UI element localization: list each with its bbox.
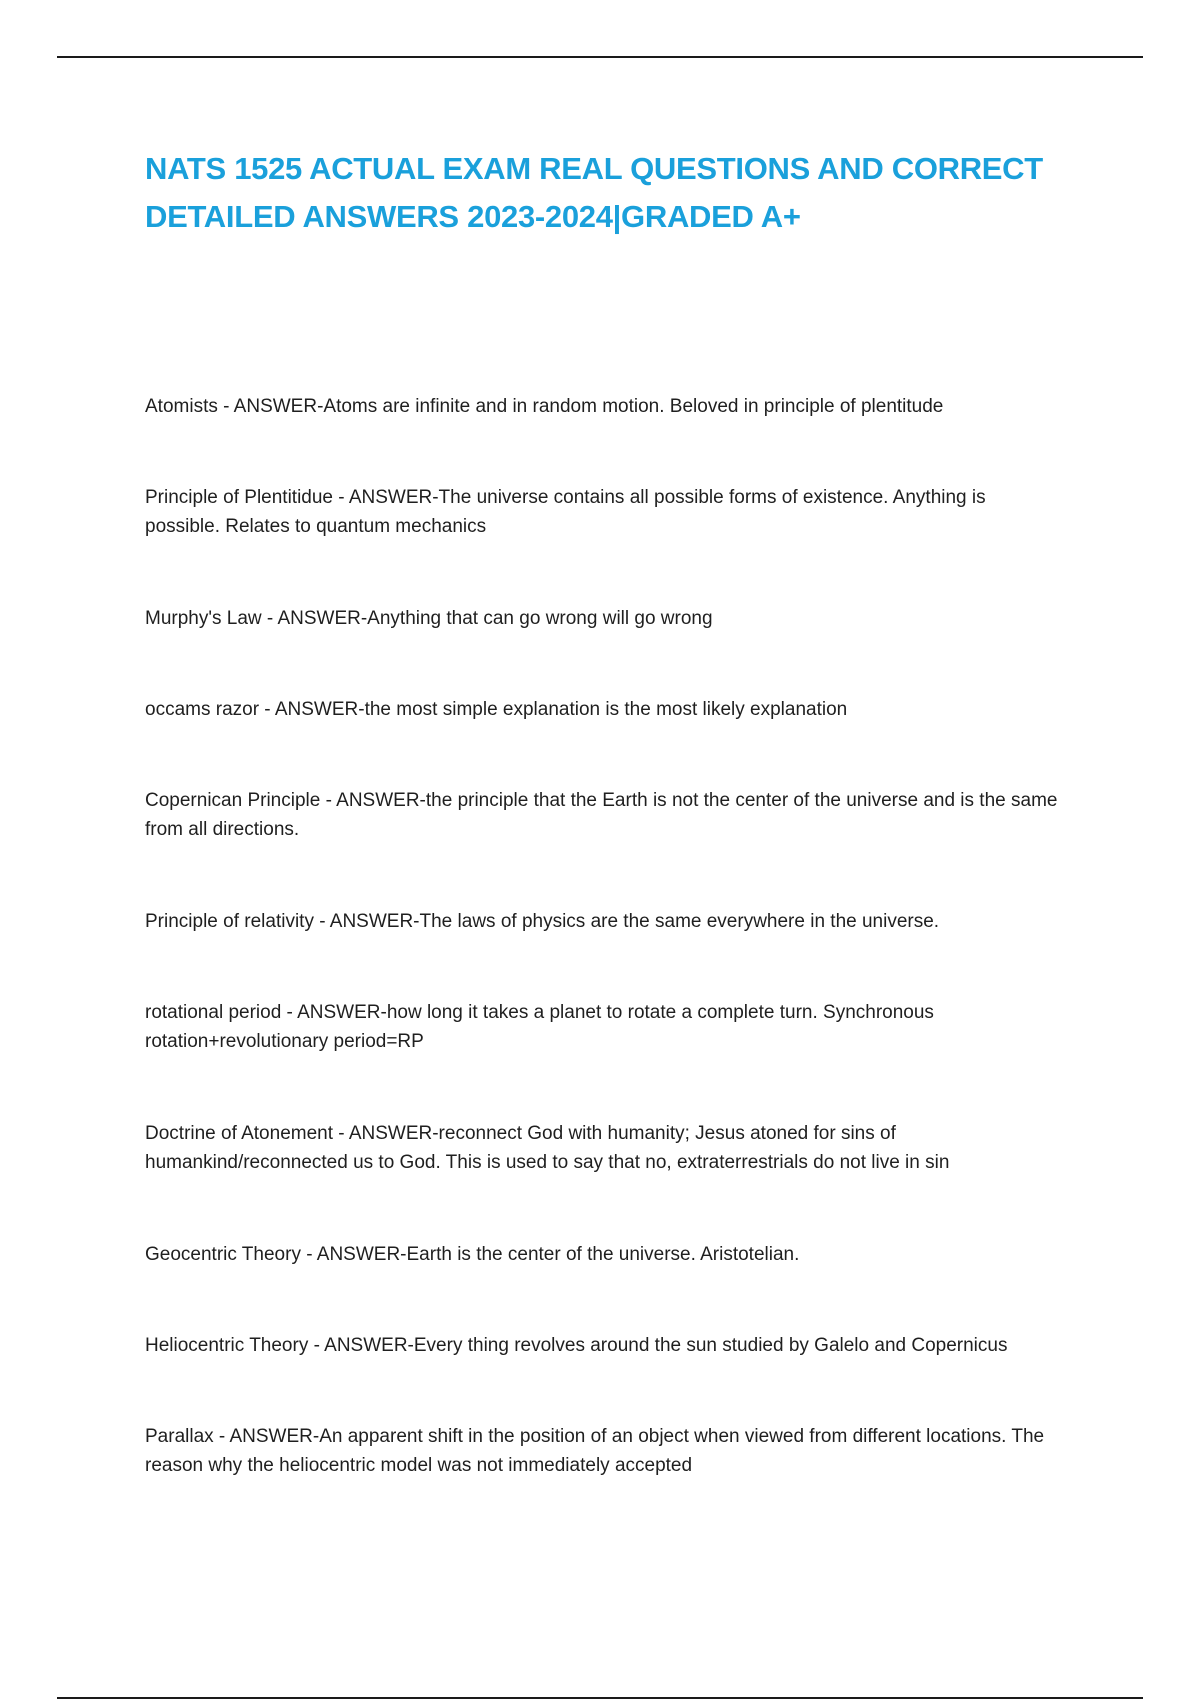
qa-list: [145, 392, 1065, 1543]
qa-item-copernican-principle: Copernican Principle - ANSWER-the principle that the Earth is not the center of the universe and is the same from all directions.: [145, 790, 1058, 840]
qa-item-principle-of-plentitude: Principle of Plentitidue - ANSWER-The universe contains all possible forms of existence. Anything is possible. Relates to quantum mechanics: [145, 487, 986, 537]
qa-item-atomists: Atomists - ANSWER-Atoms are infinite and in random motion. Beloved in principle of plentitude: [145, 396, 944, 417]
qa-item-occams-razor: occams razor - ANSWER-the most simple explanation is the most likely explanation: [145, 699, 848, 720]
bottom-rule: [57, 1697, 1143, 1699]
qa-item-rotational-period: rotational period - ANSWER-how long it takes a planet to rotate a complete turn. Synchronous rotation+revolutionary period=RP: [145, 1002, 934, 1052]
qa-item-heliocentric-theory: Heliocentric Theory - ANSWER-Every thing revolves around the sun studied by Galelo and Copernicus: [145, 1335, 1008, 1356]
qa-item-doctrine-of-atonement: Doctrine of Atonement - ANSWER-reconnect God with humanity; Jesus atoned for sins of humankind/reconnected us to God. This is used to say that no, extraterrestrials do not live in sin: [145, 1123, 950, 1173]
top-rule: [57, 56, 1143, 58]
document-title: NATS 1525 ACTUAL EXAM REAL QUESTIONS AND CORRECT DETAILED ANSWERS 2023-2024|GRADED A+: [145, 151, 1043, 234]
qa-item-principle-of-relativity: Principle of relativity - ANSWER-The laws of physics are the same everywhere in the universe.: [145, 911, 940, 932]
qa-item-geocentric-theory: Geocentric Theory - ANSWER-Earth is the center of the universe. Aristotelian.: [145, 1244, 800, 1265]
qa-item-parallax: Parallax - ANSWER-An apparent shift in the position of an object when viewed from different locations. The reason why the heliocentric model was not immediately accepted: [145, 1426, 1045, 1476]
qa-item-murphys-law: Murphy's Law - ANSWER-Anything that can go wrong will go wrong: [145, 608, 713, 629]
